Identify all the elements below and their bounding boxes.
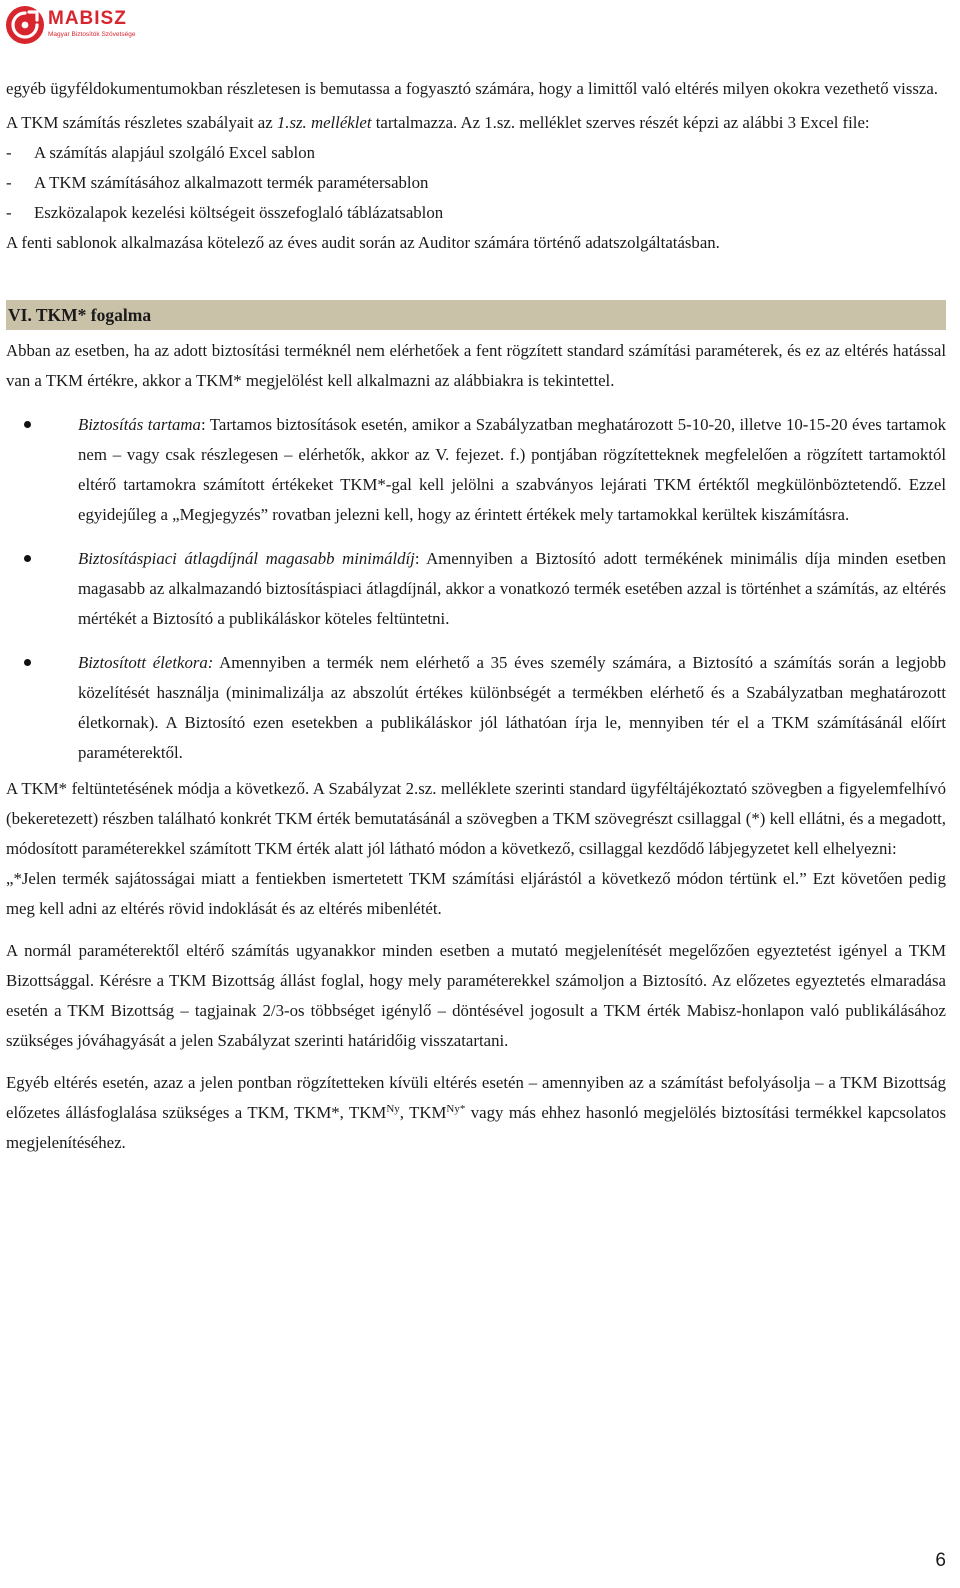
- paragraph-rules: [6, 108, 946, 138]
- rules-text-b: tartalmazza. Az 1.sz. melléklet szerves részét képzi az alábbi 3 Excel file:: [371, 113, 870, 132]
- rules-text-a: A TKM számítás részletes szabályait az: [6, 113, 277, 132]
- excel-file-list: [6, 138, 946, 228]
- bullet-title: Biztosított életkora:: [78, 653, 214, 672]
- annex-reference: 1.sz. melléklet: [276, 113, 372, 132]
- bullet-item-age: [6, 648, 946, 768]
- list-item: - A TKM számításához alkalmazott termék paramétersablon: [6, 173, 429, 192]
- bullet-item-term: [6, 410, 946, 530]
- page-number: 6: [935, 1550, 946, 1571]
- bullet-text: Amennyiben a termék nem elérhető a 35 éves személy számára, a Biztosító a számítás során a legjobb közelítését használja (minimalizálja az abszolút értékes különbségét a termékben elérhető és a Szabályzatban meghatározott életkornak). A Biztosító ezen esetekben a publikáláskor jól láthatóan írja le, mennyiben tér el a TKM számításánál előírt paraméterektől.: [78, 653, 947, 762]
- bullet-item-min-premium: [6, 544, 946, 634]
- list-item: - A számítás alapjául szolgáló Excel sablon: [6, 143, 316, 162]
- paragraph-definition: Abban az esetben, ha az adott biztosítási terméknél nem elérhetőek a fent rögzített standard számítási paraméterek, és ez az eltérés hatással van a TKM értékre, akkor a TKM* megjelölést kell alkalmazni az alábbiakra is tekintettel.: [6, 341, 946, 390]
- bullet-dot-icon: [24, 421, 31, 428]
- mabisz-logo: [6, 4, 136, 46]
- bullet-text: : Tartamos biztosítások esetén, amikor a Szabályzatban meghatározott 5-10-20, illetve 10-15-20 éves tartamok nem – vagy csak részlegesen – elérhetők, akkor az V. fejezet. f.) pontjában rögzítetteknek megfelelően a rögzített tartamoktól eltérő tartamokra számított értékeket TKM*-gal kell jelölni a szabványos lejárati TKM értéktől megkülönböztetendő. Ezzel egyidejűleg a „Megjegyzés” rovatban jelezni kell, hogy az érintett értékek mely tartamokkal kerültek kiszámításra.: [78, 415, 946, 524]
- section-heading: VI. TKM* fogalma: [6, 300, 946, 330]
- paragraph-templates: A fenti sablonok alkalmazása kötelező az éves audit során az Auditor számára történő adatszolgáltatásban.: [6, 233, 720, 252]
- bullet-dot-icon: [24, 555, 31, 562]
- paragraph-footnote-text: „*Jelen termék sajátosságai miatt a fentiekben ismertetett TKM számítási eljárástól a következő módon tértünk el.” Ezt követően pedig meg kell adni az eltérés rövid indoklását és az eltérés mibenlétét.: [6, 869, 946, 918]
- logo-subtitle: Magyar Biztosítók Szövetsége: [48, 31, 136, 38]
- superscript-ny-star: Ny*: [446, 1103, 466, 1115]
- paragraph-consultation: A normál paraméterektől eltérő számítás ugyanakkor minden esetben a mutató megjelenítését megelőzően egyeztetést igényel a TKM Bizottsággal. Kérésre a TKM Bizottság állást foglal, hogy mely paraméterekkel számoljon a Biztosító. Az előzetes egyeztetés elmaradása esetén a TKM Bizottság – tagjainak 2/3-os többséget igénylő – döntésével jogosult a TKM érték Mabisz-honlapon való publikálásához szükséges jóváhagyását a jelen Szabályzat szerinti határidőig visszatartani.: [6, 941, 946, 1050]
- bullet-title: Biztosítás tartama: [78, 415, 201, 434]
- bullet-text: : Amennyiben a Biztosító adott termékének minimális díja minden esetben magasabb az alkalmazandó biztosításpiaci átlagdíjnál, akkor a vonatkozó termék esetében azzal is történhet a számítás, az eltérés mértékét a Biztosító a publikáláskor köteles feltüntetni.: [78, 549, 946, 628]
- document-body: [6, 74, 946, 1158]
- bullet-dot-icon: [24, 659, 31, 666]
- bullet-title: Biztosításpiaci átlagdíjnál magasabb minimáldíj: [78, 549, 415, 568]
- logo-wordmark: MABISZ: [48, 8, 127, 29]
- superscript-ny: Ny: [386, 1103, 400, 1115]
- paragraph-other-deviation: Egyéb eltérés esetén, azaz a jelen pontban rögzítetteken kívüli eltérés esetén – amennyiben az a számítást befolyásolja – a TKM Bizottság előzetes állásfoglalása szükséges a TKM, TKM*, $TKM^{Ny}$, $TKM^{Ny*}$ vagy más ehhez hasonló megjelölés biztosítási termékkel kapcsolatos megjelenítéséhez.: [6, 1073, 946, 1152]
- paragraph-intro: egyéb ügyféldokumentumokban részletesen is bemutassa a fogyasztó számára, hogy a limittől való eltérés milyen okokra vezethető vissza.: [6, 79, 938, 98]
- mabisz-logo-icon: [6, 6, 44, 44]
- paragraph-display-method: A TKM* feltüntetésének módja a következő. A Szabályzat 2.sz. melléklete szerinti standard ügyféltájékoztató szövegben a figyelemfelhívó (bekeretezett) részben található konkrét TKM érték bemutatásánál a szövegben a TKM szövegrészt csillaggal (*) kell ellátni, és a megadott, módosított paraméterekkel számított TKM érték alatt jól látható módon a következő, csillaggal kezdődő lábjegyzetet kell elhelyezni:: [6, 779, 946, 858]
- list-item: - Eszközalapok kezelési költségeit összefoglaló táblázatsablon: [6, 203, 444, 222]
